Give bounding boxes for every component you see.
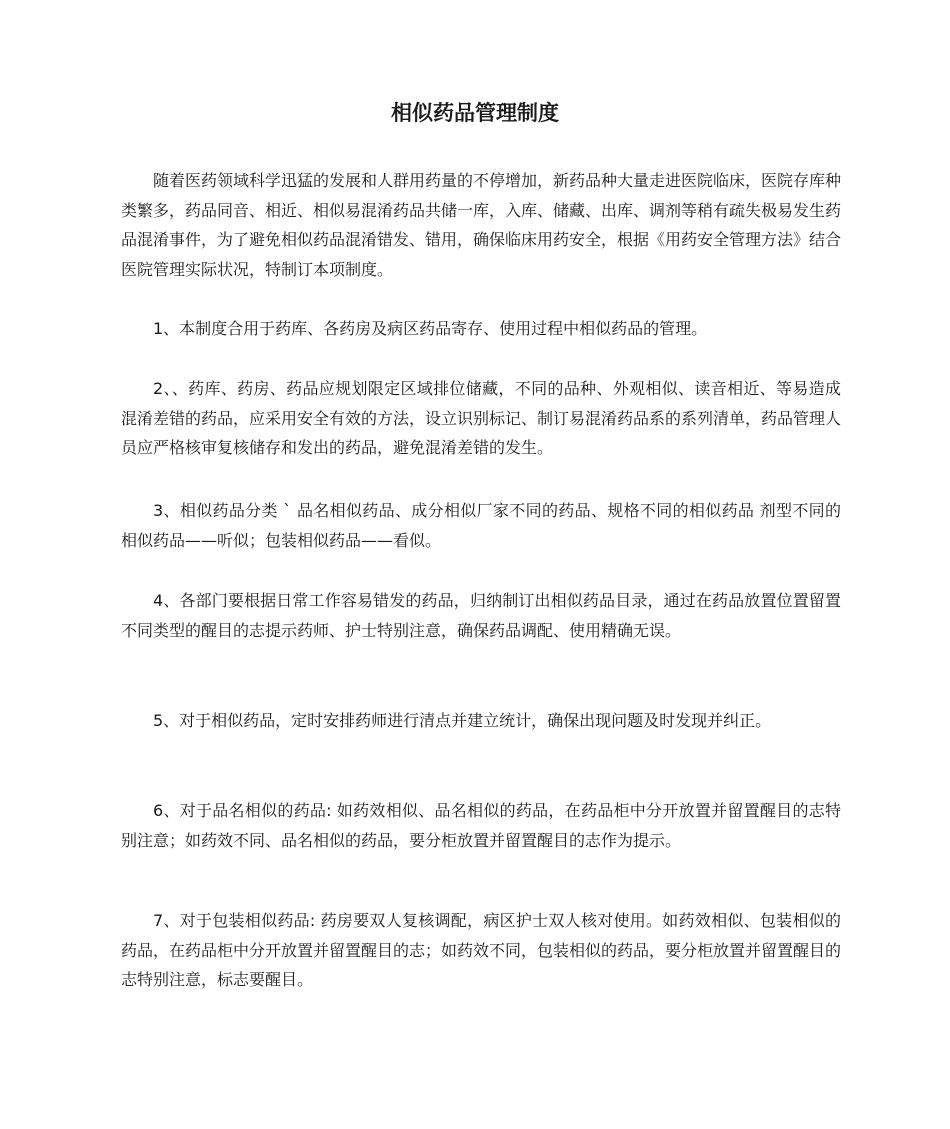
clause-6: 6、对于品名相似的药品: 如药效相似、品名相似的药品，在药品柜中分开放置并留置醒目的志特别注意；如药效不同、品名相似的药品，要分柜放置并留置醒目的志作为提示。 <box>121 801 841 850</box>
clause-5: 5、对于相似药品，定时安排药师进行清点并建立统计，确保出现问题及时发现并纠正。 <box>153 711 772 730</box>
clause-4: 4、各部门要根据日常工作容易错发的药品，归纳制订出相似药品目录，通过在药品放置位置留置不同类型的醒目的志提示药师、护士特别注意，确保药品调配、使用精确无误。 <box>121 591 841 640</box>
clause-2: 2、、药库、药房、药品应规划限定区域排位储藏，不同的品种、外观相似、读音相近、等易造成混淆差错的药品，应采用安全有效的方法，设立识别标记、制订易混淆药品系的系列清单，药品管理人员应严格核审复核储存和发出的药品，避免混淆差错的发生。 <box>121 379 842 457</box>
clause-3: 3、相似药品分类 ˋ 品名相似药品、成分相似厂家不同的药品、规格不同的相似药品 剂型不同的相似药品——听似；包装相似药品——看似。 <box>121 501 841 550</box>
clause-7: 7、对于包装相似药品: 药房要双人复核调配，病区护士双人核对使用。如药效相似、包装相似的药品，在药品柜中分开放置并留置醒目的志；如药效不同，包装相似的药品，要分柜放置并留置醒目的志特别注意，标志要醒目。 <box>121 911 842 989</box>
intro-paragraph: 随着医药领域科学迅猛的发展和人群用药量的不停增加，新药品种大量走进医院临床，医院存库种类繁多，药品同音、相近、相似易混淆药品共储一库，入库、储藏、出库、调剂等稍有疏失极易发生药品混淆事件，为了避免相似药品混淆错发、错用，确保临床用药安全，根据《用药安全管理方法》结合医院管理实际状况，特制订本项制度。 <box>121 171 842 279</box>
document-title: 相似药品管理制度 <box>391 101 559 125</box>
clause-1: 1、本制度合用于药库、各药房及病区药品寄存、使用过程中相似药品的管理。 <box>153 319 708 338</box>
